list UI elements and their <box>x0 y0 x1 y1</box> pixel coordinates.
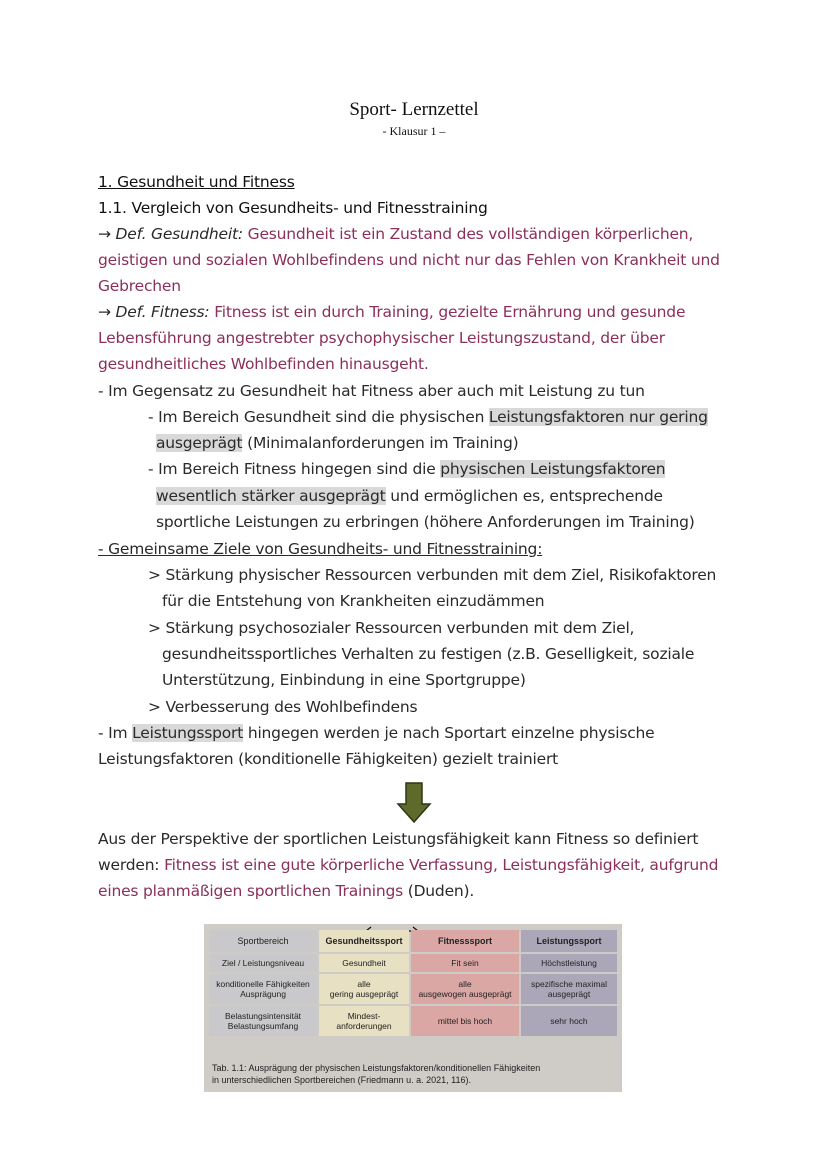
table-cell: sehr hoch <box>521 1006 617 1036</box>
highlight: Leistungsfaktoren nur gering <box>488 408 708 426</box>
table-header-cell: Leistungssport <box>521 930 617 952</box>
contrast-line: - Im Gegensatz zu Gesundheit hat Fitness aber auch mit Leistung zu tun <box>98 382 645 400</box>
bullet-fitness: - Im Bereich Fitness hingegen sind die physischen Leistungsfaktoren <box>148 460 666 478</box>
leistungssport-line2: Leistungsfaktoren (konditionelle Fähigkeiten) gezielt trainiert <box>98 750 559 768</box>
highlight: wesentlich stärker ausgeprägt <box>156 487 386 505</box>
def-gesundheit-label: Def. Gesundheit: <box>115 225 243 243</box>
table-row <box>209 954 617 972</box>
table-cell: Gesundheit <box>319 954 409 972</box>
table-cell: alle gering ausgeprägt <box>319 974 409 1004</box>
table-header-row <box>209 930 617 952</box>
goal-1: > Stärkung physischer Ressourcen verbunden mit dem Ziel, Risikofaktoren <box>148 566 717 584</box>
comparison-table-figure <box>204 924 622 1092</box>
table-row <box>209 1006 617 1036</box>
conclusion-line2: werden: Fitness ist eine gute körperliche Verfassung, Leistungsfähigkeit, aufgrund <box>98 856 719 874</box>
highlight: Leistungssport <box>132 724 244 742</box>
def-gesundheit-line3: Gebrechen <box>98 277 181 295</box>
subsection-heading: 1.1. Vergleich von Gesundheits- und Fitnesstraining <box>98 199 488 217</box>
table-cell: Mindest- anforderungen <box>319 1006 409 1036</box>
table-cell: Höchstleistung <box>521 954 617 972</box>
table-cell: konditionelle Fähigkeiten Ausprägung <box>209 974 317 1004</box>
table-caption: Tab. 1.1: Ausprägung der physischen Leistungsfaktoren/konditionellen Fähigkeiten in unterschiedlichen Sportbereichen (Friedmann u. a. 2021, 116). <box>212 1063 541 1085</box>
def-fitness-label: Def. Fitness: <box>115 303 210 321</box>
def-gesundheit-line1: → Def. Gesundheit: Gesundheit ist ein Zustand des vollständigen körperlichen, <box>98 225 694 243</box>
goal-2: > Stärkung psychosozialer Ressourcen verbunden mit dem Ziel, <box>148 619 635 637</box>
goal-2-cont2: Unterstützung, Einbindung in eine Sportgruppe) <box>162 671 526 689</box>
arrow-right-icon: → <box>98 303 116 321</box>
conclusion-line1: Aus der Perspektive der sportlichen Leistungsfähigkeit kann Fitness so definiert <box>98 830 699 848</box>
bullet-fitness-cont: wesentlich stärker ausgeprägt und ermöglichen es, entsprechende <box>156 487 663 505</box>
arrow-down-icon <box>396 782 432 824</box>
leistungssport-line: - Im Leistungssport hingegen werden je nach Sportart einzelne physische <box>98 724 655 742</box>
table-cell: Belastungsintensität Belastungsumfang <box>209 1006 317 1036</box>
page-title: Sport- Lernzettel <box>349 99 479 120</box>
table-row <box>209 974 617 1004</box>
goals-heading: - Gemeinsame Ziele von Gesundheits- und Fitnesstraining: <box>98 540 543 558</box>
def-gesundheit-line2: geistigen und sozialen Wohlbefindens und nicht nur das Fehlen von Krankheit und <box>98 251 720 269</box>
table-cell: spezifische maximal ausgeprägt <box>521 974 617 1004</box>
highlight: ausgeprägt <box>156 434 243 452</box>
page-subtitle: - Klausur 1 – <box>382 124 446 138</box>
goal-3: > Verbesserung des Wohlbefindens <box>148 698 418 716</box>
arrow-right-icon: → <box>98 225 116 243</box>
table-header-cell: Sportbereich <box>209 930 317 952</box>
bullet-fitness-cont2: sportliche Leistungen zu erbringen (höhere Anforderungen im Training) <box>156 513 695 531</box>
table-cell: mittel bis hoch <box>411 1006 519 1036</box>
comparison-table <box>207 928 619 1038</box>
table-header-cell: Gesundheitssport <box>319 930 409 952</box>
table-cell: alle ausgewogen ausgeprägt <box>411 974 519 1004</box>
bullet-gesundheit: - Im Bereich Gesundheit sind die physischen Leistungsfaktoren nur gering <box>148 408 708 426</box>
table-cell: Fit sein <box>411 954 519 972</box>
def-fitness-line1: → Def. Fitness: Fitness ist ein durch Training, gezielte Ernährung und gesunde <box>98 303 686 321</box>
goal-1-cont: für die Entstehung von Krankheiten einzudämmen <box>162 592 545 610</box>
table-cell: Ziel / Leistungsniveau <box>209 954 317 972</box>
conclusion-line3: eines planmäßigen sportlichen Trainings (Duden). <box>98 882 475 900</box>
bullet-gesundheit-cont: ausgeprägt (Minimalanforderungen im Training) <box>156 434 519 452</box>
def-fitness-line2: Lebensführung angestrebter psychophysischer Leistungszustand, der über <box>98 329 665 347</box>
goal-2-cont: gesundheitssportliches Verhalten zu festigen (z.B. Geselligkeit, soziale <box>162 645 695 663</box>
def-fitness-line3: gesundheitliches Wohlbefinden hinausgeht. <box>98 355 429 373</box>
highlight: physischen Leistungsfaktoren <box>440 460 666 478</box>
table-header-cell: Fitnesssport <box>411 930 519 952</box>
section-heading: 1. Gesundheit und Fitness <box>98 173 295 191</box>
